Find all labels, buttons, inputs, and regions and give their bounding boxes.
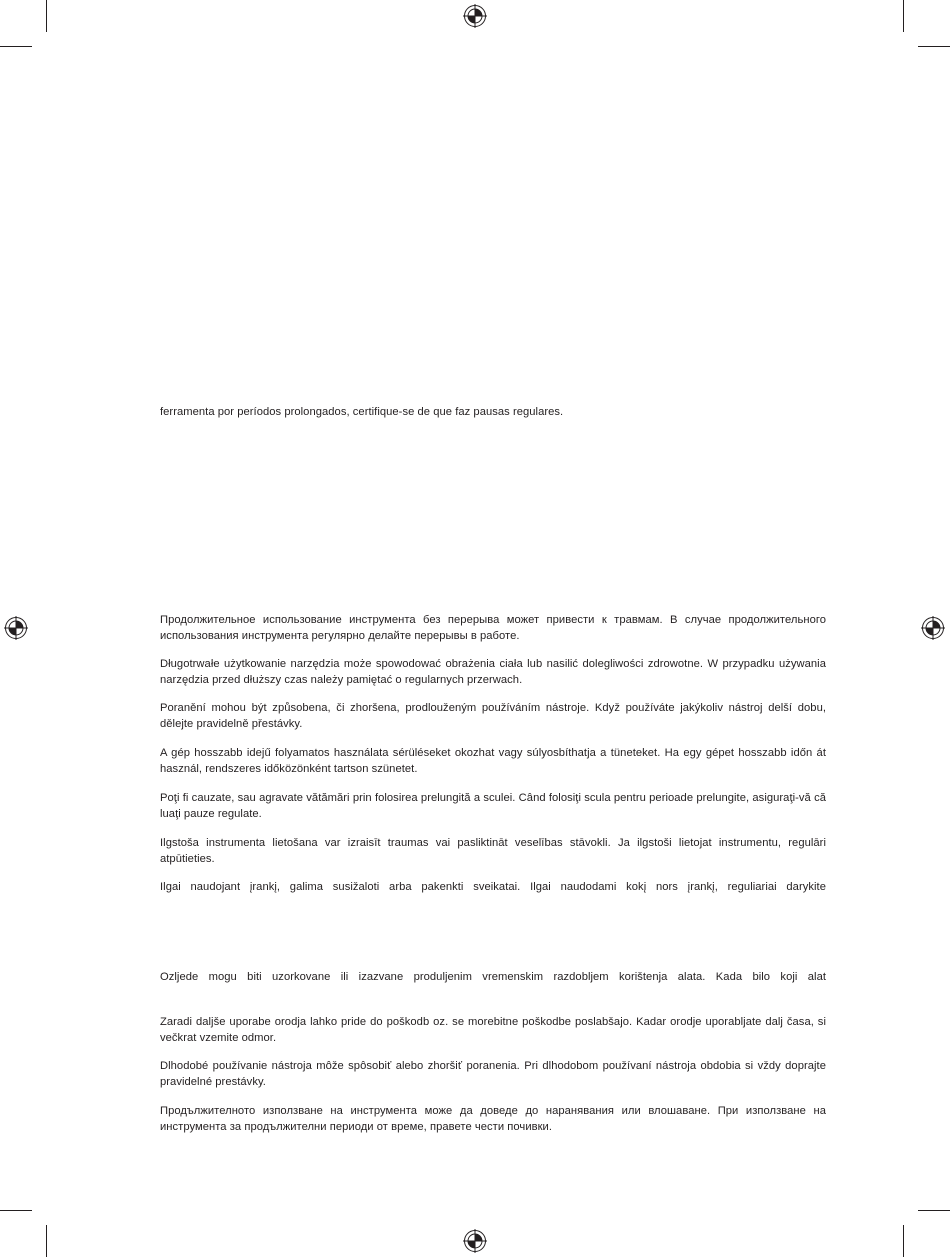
crop-mark-bottom-left-horizontal bbox=[0, 1210, 32, 1211]
paragraph-pt: ferramenta por períodos prolongados, certifique-se de que faz pausas regulares. bbox=[160, 406, 564, 418]
crop-mark-top-right-horizontal bbox=[918, 46, 950, 47]
paragraph-ru: Продолжительное использование инструмента без перерыва может привести к травмам. В случае продолжительного использования инструмента регулярно делайте перерывы в работе. bbox=[160, 614, 826, 642]
registration-mark-icon bbox=[463, 1229, 487, 1253]
paragraph-hu: A gép hosszabb idejű folyamatos használata sérüléseket okozhat vagy súlyosbíthatja a tüneteket. Ha egy gépet hosszabb időn át használ, rendszeres időközönként tartson szünetet. bbox=[160, 747, 826, 775]
paragraph-cs: Poranění mohou být způsobena, či zhoršena, prodlouženým používáním nástroje. Když používáte jakýkoliv nástroj delší dobu, dělejte pravidelně přestávky. bbox=[160, 702, 826, 730]
paragraph-sl: Zaradi daljše uporabe orodja lahko pride do poškodb oz. se morebitne poškodbe poslabšajo. Kadar orodje uporabljate dalj časa, si večkrat vzemite odmor. bbox=[160, 1016, 826, 1044]
paragraph-bg: Продължителното използване на инструмента може да доведе до наранявания или влошаване. При използване на инструмента за продължителни периоди от време, правете чести почивки. bbox=[160, 1105, 826, 1133]
paragraph-lv: Ilgstoša instrumenta lietošana var izraisīt traumas vai pasliktināt veselības stāvokli. Ja ilgstoši lietojat instrumentu, regulāri atpūtieties. bbox=[160, 837, 826, 865]
crop-mark-top-left-horizontal bbox=[0, 46, 32, 47]
registration-mark-icon bbox=[4, 616, 28, 640]
paragraph-ro: Poţi fi cauzate, sau agravate vătămări prin folosirea prelungită a sculei. Când folosiţi scula pentru perioade prelungite, asiguraţi-vă că luaţi pauze regulate. bbox=[160, 792, 826, 820]
paragraph-hr: Ozljede mogu biti uzorkovane ili izazvane produljenim vremenskim razdobljem korištenja alata. Kada bilo koji alat bbox=[160, 971, 826, 983]
registration-mark-icon bbox=[921, 616, 945, 640]
paragraph-lt: Ilgai naudojant įrankį, galima susižaloti arba pakenkti sveikatai. Ilgai naudodami kokį nors įrankį, reguliariai darykite bbox=[160, 881, 826, 893]
crop-mark-top-left-vertical bbox=[46, 0, 47, 32]
paragraph-pl: Długotrwałe użytkowanie narzędzia może spowodować obrażenia ciała lub nasilić dolegliwości zdrowotne. W przypadku używania narzędzia przed dłuższy czas należy pamiętać o regularnych przerwach. bbox=[160, 658, 826, 686]
crop-mark-bottom-right-horizontal bbox=[918, 1210, 950, 1211]
crop-mark-top-right-vertical bbox=[903, 0, 904, 32]
crop-mark-bottom-left-vertical bbox=[46, 1225, 47, 1257]
crop-mark-bottom-right-vertical bbox=[903, 1225, 904, 1257]
registration-mark-icon bbox=[463, 4, 487, 28]
paragraph-sk: Dlhodobé používanie nástroja môže spôsobiť alebo zhoršiť poranenia. Pri dlhodobom používaní nástroja obdobia si vždy doprajte pravidelné prestávky. bbox=[160, 1060, 826, 1088]
